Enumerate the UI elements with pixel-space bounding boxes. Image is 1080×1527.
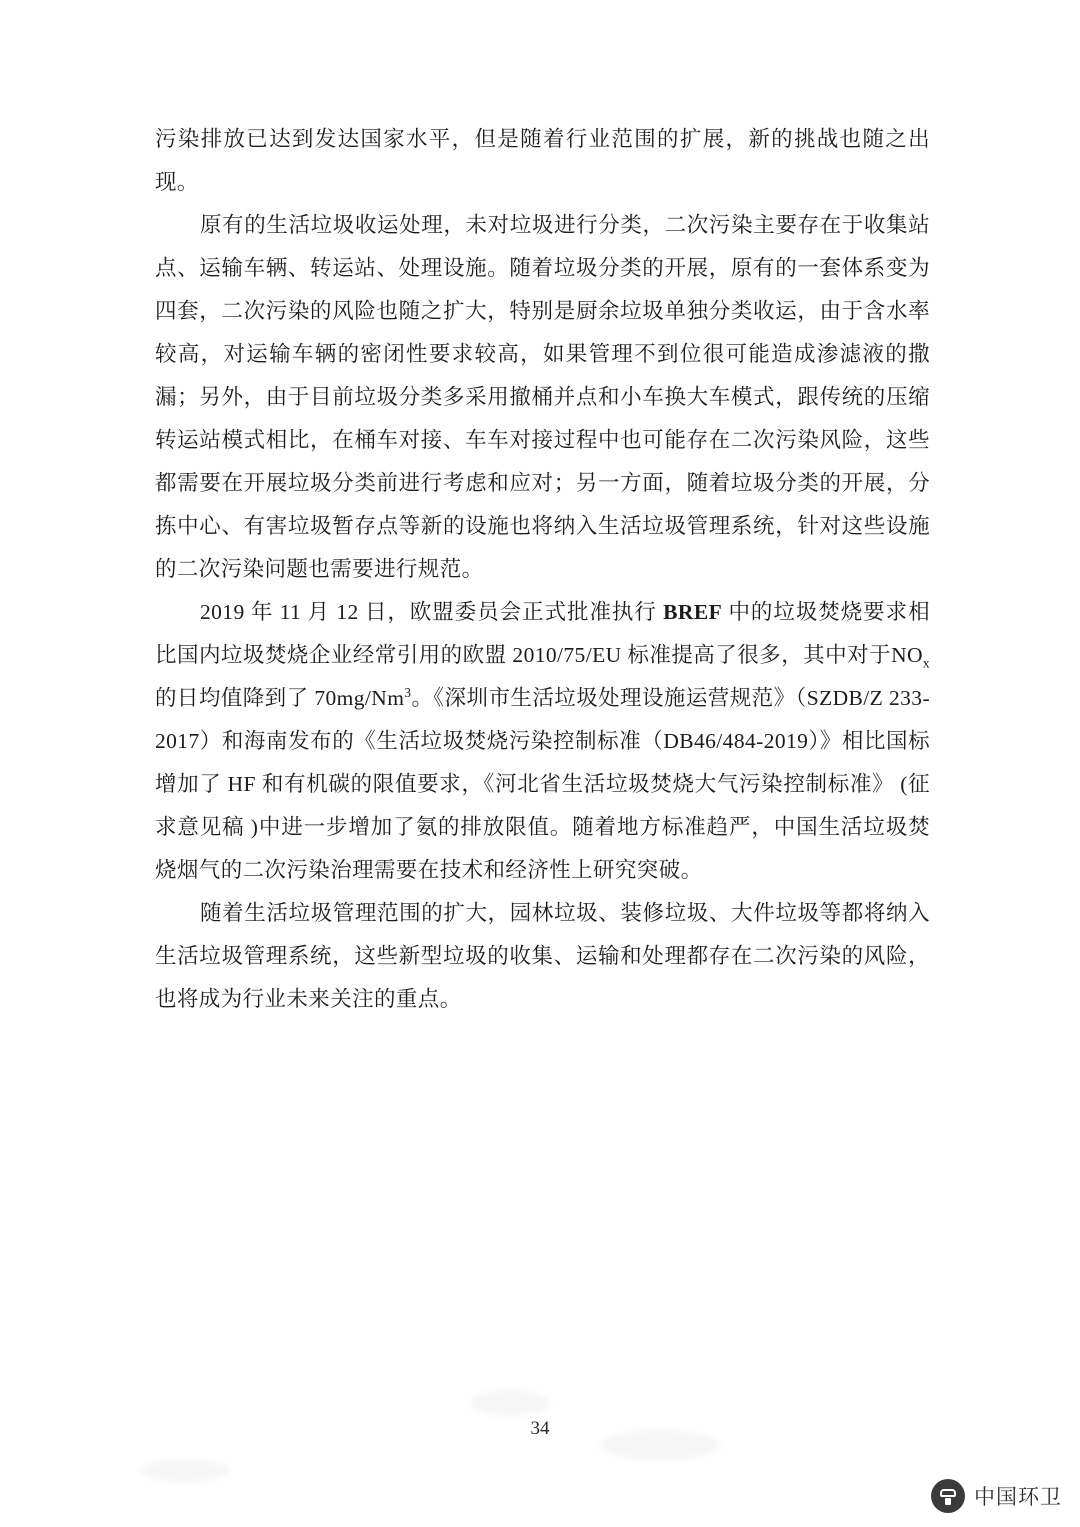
p3-nox-base: NO [891,643,923,667]
paragraph-2: 原有的生活垃圾收运处理，未对垃圾进行分类，二次污染主要存在于收集站点、运输车辆、转运站、处理设施。随着垃圾分类的开展，原有的一套体系变为四套，二次污染的风险也随之扩大，特别是厨余垃圾单独分类收运，由于含水率较高，对运输车辆的密闭性要求较高，如果管理不到位很可能造成渗滤液的撒漏；另外，由于目前垃圾分类多采用撤桶并点和小车换大车模式，跟传统的压缩转运站模式相比，在桶车对接、车车对接过程中也可能存在二次污染风险，这些都需要在开展垃圾分类前进行考虑和应对；另一方面，随着垃圾分类的开展，分拣中心、有害垃圾暂存点等新的设施也将纳入生活垃圾管理系统，针对这些设施的二次污染问题也需要进行规范。 [155,213,930,581]
p3-seg-6: 的日均值降到了 70mg/Nm [155,686,405,710]
p3-seg-3: 中的垃圾焚烧要求相比国内垃圾焚烧企业经常引用的欧盟 2010/75/EU 标准提高了很多，其中对于 [155,600,930,667]
p3-nox-subscript: x [922,655,930,671]
paragraph-3 [155,591,930,892]
scan-artifact [470,1390,550,1416]
document-body [155,118,930,1021]
paragraph-1: 污染排放已达到发达国家水平，但是随着行业范围的扩展，新的挑战也随之出现。 [155,127,930,194]
paragraph-4: 随着生活垃圾管理范围的扩大，园林垃圾、装修垃圾、大件垃圾等都将纳入生活垃圾管理系统，这些新型垃圾的收集、运输和处理都存在二次污染的风险，也将成为行业未来关注的重点。 [155,901,930,1011]
p3-cubic-superscript: 3 [404,684,412,700]
watermark-label: 中国环卫 [974,1486,1062,1509]
scan-artifact [140,1460,230,1482]
wechat-official-account-logo-icon [931,1479,965,1513]
p3-seg-1: 2019 年 11 月 12 日，欧盟委员会正式批准执行 [200,600,664,624]
p3-seg-8: 。《深圳市生活垃圾处理设施运营规范》（SZDB/Z 233-2017）和海南发布的《生活垃圾焚烧污染控制标准（DB46/484-2019）》相比国标增加了 HF 和有机碳的限值要求，《河北省生活垃圾焚烧大气污染控制标准》 (征求意见稿 )中进一步增加了氨的排放限值。随着地方标准趋严，中国生活垃圾焚烧烟气的二次污染治理需要在技术和经济性上研究突破。 [155,686,931,882]
p3-bref-term: BREF [663,600,723,624]
watermark [931,1479,1062,1513]
page-number: 34 [530,1418,550,1439]
